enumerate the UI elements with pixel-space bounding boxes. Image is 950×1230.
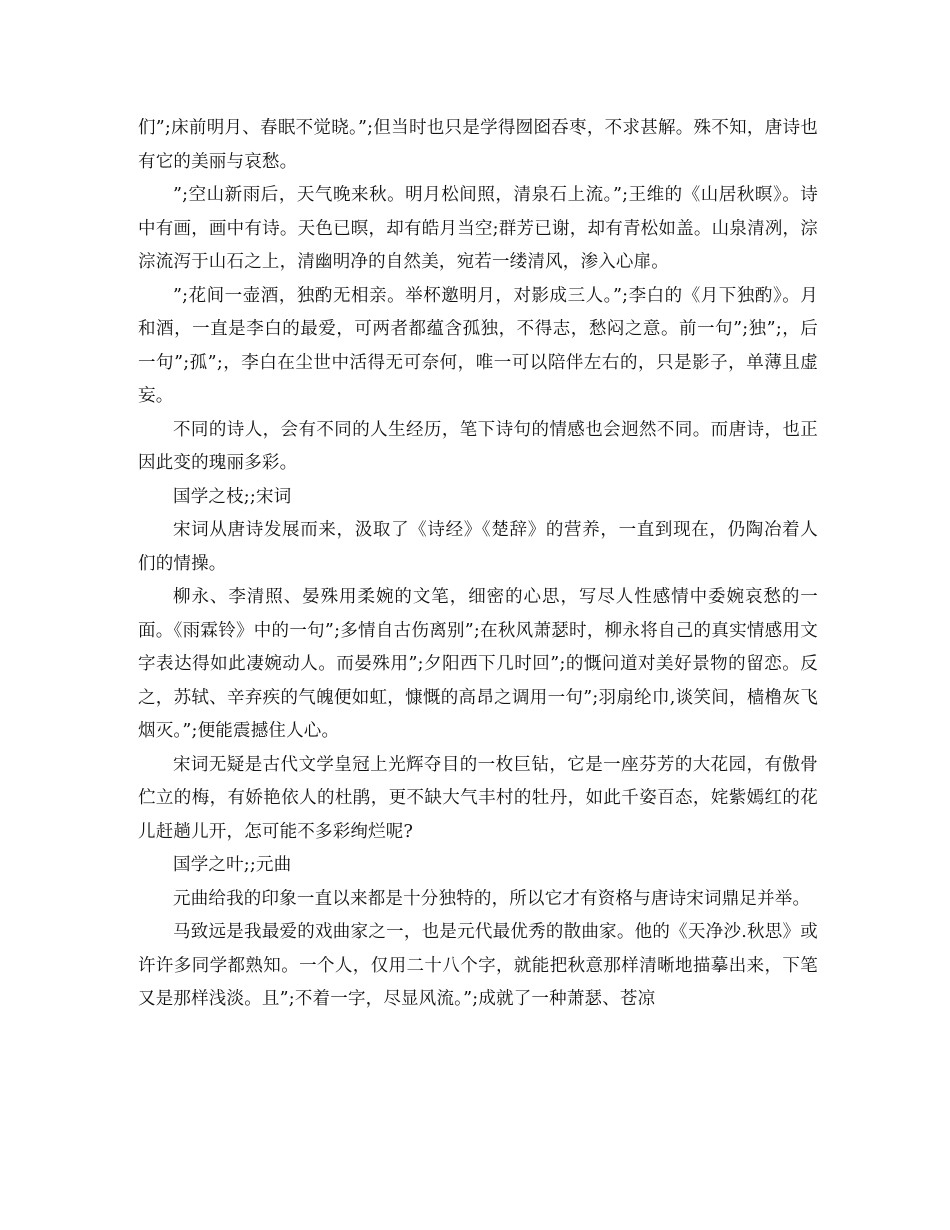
paragraph-6: 柳永、李清照、晏殊用柔婉的文笔，细密的心思，写尽人性感情中委婉哀愁的一面。《雨霖铃》中的一句”;多情自古伤离别”;在秋风萧瑟时，柳永将自己的真实情感用文字表达得如此凄婉动人。而晏殊用”;夕阳西下几时回”;的慨问道对美好景物的留恋。反之，苏轼、辛弃疾的气魄便如虹，慷慨的高昂之调用一句”;羽扇纶巾,谈笑间，樯橹灰飞烟灭。”;便能震撼住人心。 xyxy=(138,587,818,741)
paragraph-9: 马致远是我最爱的戏曲家之一，也是元代最优秀的散曲家。他的《天净沙.秋思》或许许多同学都熟知。一个人，仅用二十八个字，就能把秋意那样清晰地描摹出来，下笔又是那样浅淡。且”;不着一字，尽显风流。”;成就了一种萧瑟、苍凉 xyxy=(138,922,818,1009)
section-heading-yuan-qu: 国学之叶;;元曲 xyxy=(173,855,292,875)
paragraph-7: 宋词无疑是古代文学皇冠上光辉夺目的一枚巨钻，它是一座芬芳的大花园，有傲骨伫立的梅，有娇艳依人的杜鹃，更不缺大气丰村的牡丹，如此千姿百态，姹紫嫣红的花儿赶趟儿开，怎可能不多彩绚烂呢? xyxy=(138,754,818,842)
section-heading-song-ci: 国学之枝;;宋词 xyxy=(173,486,292,507)
paragraph-8: 元曲给我的印象一直以来都是十分独特的，所以它才有资格与唐诗宋词鼎足并举。 xyxy=(173,888,811,909)
paragraph-4: 不同的诗人，会有不同的人生经历，笔下诗句的情感也会迥然不同。而唐诗，也正因此变的瑰丽多彩。 xyxy=(138,419,818,473)
paragraph-2: ”;空山新雨后，天气晚来秋。明月松间照，清泉石上流。”;王维的《山居秋暝》。诗中有画，画中有诗。天色已暝，却有皓月当空;群芳已谢，却有青松如盖。山泉清冽，淙淙流泻于山石之上，清幽明净的自然美，宛若一缕清风，渗入心扉。 xyxy=(138,185,818,272)
paragraph-1: 们”;床前明月、春眠不觉晓。”;但当时也只是学得囫囵吞枣，不求甚解。殊不知，唐诗也有它的美丽与哀愁。 xyxy=(138,118,818,172)
paragraph-3: ”;花间一壶酒，独酌无相亲。举杯邀明月，对影成三人。”;李白的《月下独酌》。月和酒，一直是李白的最爱，可两者都蕴含孤独，不得志，愁闷之意。前一句”;独”;，后一句”;孤”;，李白在尘世中活得无可奈何，唯一可以陪伴左右的，只是影子，单薄且虚妄。 xyxy=(138,285,818,406)
document-body xyxy=(138,112,818,1017)
paragraph-5: 宋词从唐诗发展而来，汲取了《诗经》《楚辞》的营养，一直到现在，仍陶冶着人们的情操。 xyxy=(138,520,818,574)
